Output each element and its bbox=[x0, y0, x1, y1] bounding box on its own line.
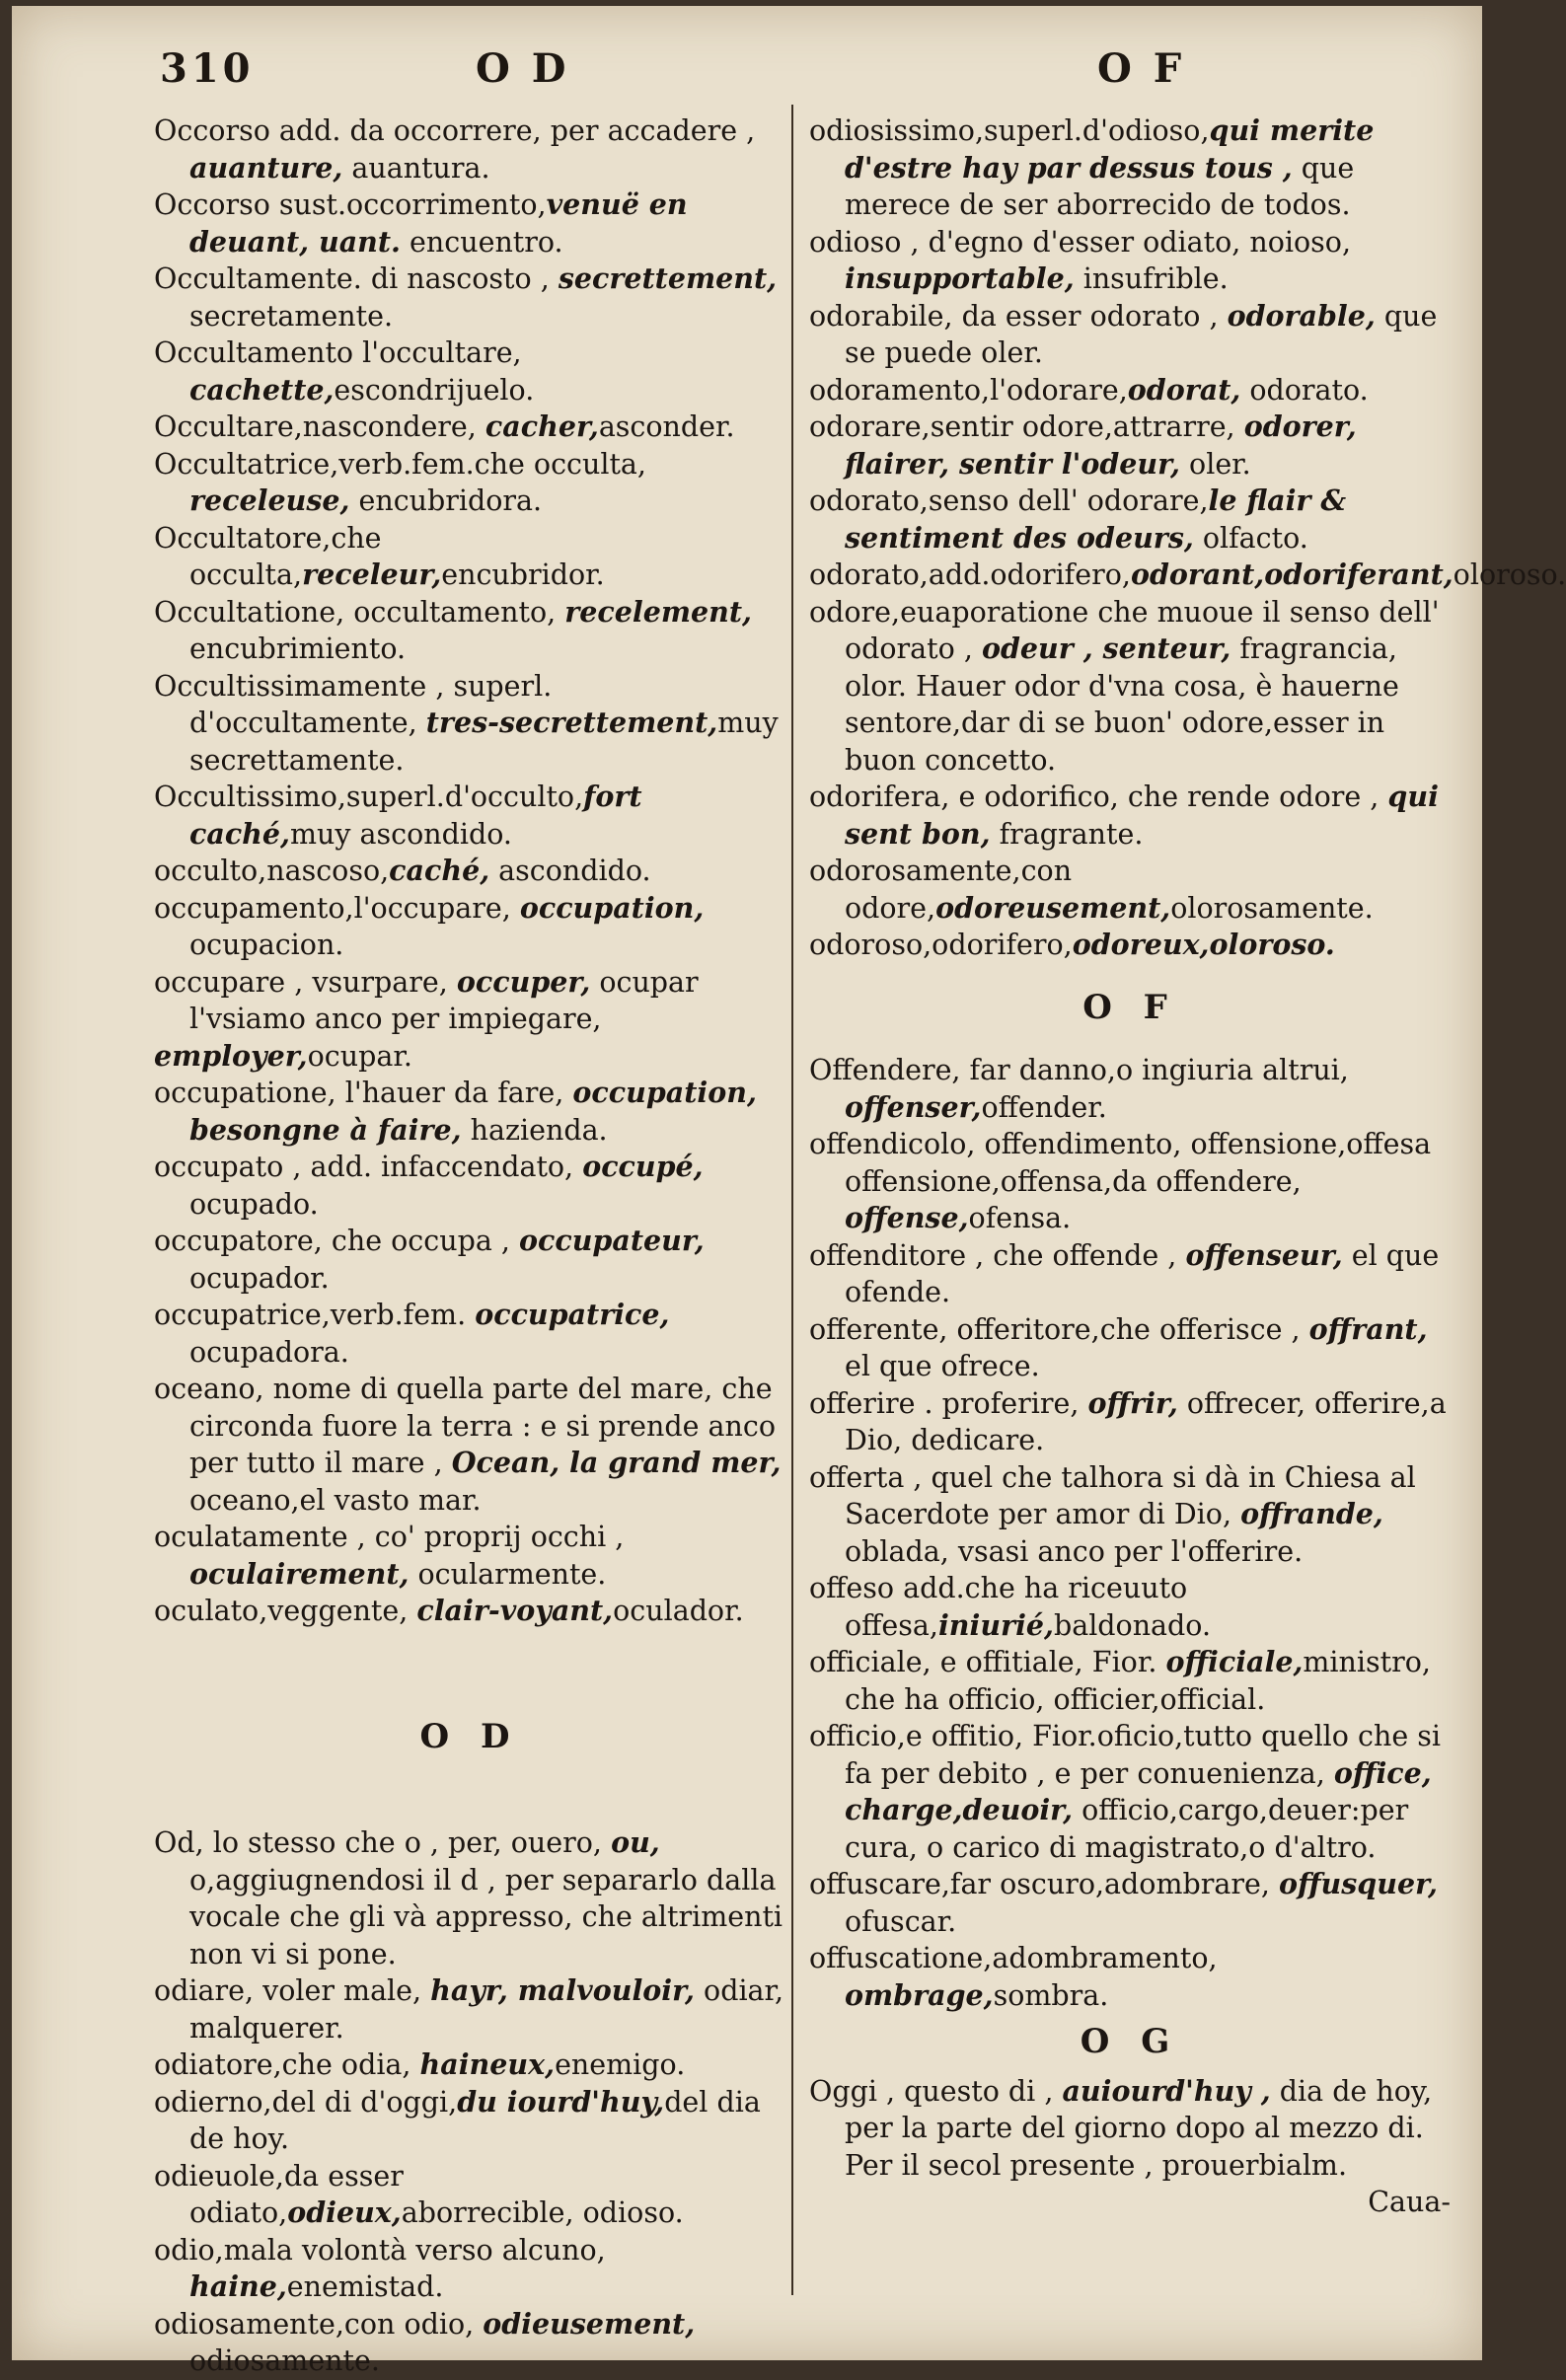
entry-tail: odiosamente. bbox=[189, 2344, 380, 2377]
french-gloss: ombrage, bbox=[845, 1977, 994, 2012]
dictionary-entry bbox=[809, 1570, 1451, 1644]
entry-head: odieuole,da esser odiato, bbox=[154, 2159, 404, 2229]
section-heading-og: O G bbox=[1080, 2022, 1180, 2061]
dictionary-entry bbox=[809, 594, 1451, 780]
entry-head: Occorso sust.occorrimento, bbox=[154, 188, 547, 221]
catchword: Caua- bbox=[1368, 2186, 1451, 2218]
entry-tail: enemistad. bbox=[286, 2270, 444, 2303]
dictionary-entry bbox=[154, 2158, 785, 2232]
dictionary-entry bbox=[154, 409, 785, 446]
dictionary-entry bbox=[154, 1075, 785, 1149]
entry-head: Occultatore,che occulta, bbox=[154, 521, 382, 591]
french-gloss: qui merite d'estre hay par dessus tous , bbox=[845, 113, 1375, 185]
dictionary-entry bbox=[154, 1297, 785, 1371]
french-gloss: occupation, besongne à faire, bbox=[189, 1076, 757, 1147]
entry-tail: ministro, che ha officio, officier,official. bbox=[845, 1646, 1431, 1716]
entry-tail: ocupacion. bbox=[189, 929, 344, 961]
dictionary-entry bbox=[154, 1371, 785, 1519]
dictionary-entry bbox=[809, 409, 1451, 483]
entry-tail: oloroso. bbox=[1453, 558, 1566, 591]
dictionary-entry bbox=[809, 1385, 1451, 1459]
entry-tail: asconder. bbox=[598, 410, 735, 443]
dictionary-entry bbox=[809, 224, 1451, 298]
dictionary-entry bbox=[154, 186, 785, 260]
entry-tail: aborrecible, odioso. bbox=[401, 2196, 684, 2229]
entry-tail: olfacto. bbox=[1193, 521, 1308, 555]
entry-head: odorato,add.odorifero, bbox=[809, 558, 1131, 591]
dictionary-entry bbox=[809, 1126, 1451, 1237]
french-gloss: clair-voyant, bbox=[416, 1594, 614, 1627]
dictionary-entry bbox=[809, 1718, 1451, 1866]
french-gloss: employer, bbox=[154, 1038, 308, 1073]
french-gloss: offrant, bbox=[1308, 1311, 1428, 1346]
dictionary-entry bbox=[809, 1052, 1451, 1126]
french-gloss: occupateur, bbox=[519, 1224, 705, 1257]
dictionary-entry bbox=[154, 446, 785, 520]
entry-head: oculato,veggente, bbox=[154, 1595, 417, 1627]
entry-head: occupatore, che occupa , bbox=[154, 1225, 519, 1257]
dictionary-entry bbox=[154, 853, 785, 890]
entry-tail: odorato. bbox=[1240, 373, 1369, 407]
french-gloss: receleuse, bbox=[189, 483, 350, 517]
french-gloss: ou, bbox=[611, 1825, 660, 1859]
french-gloss: offenser, bbox=[845, 1089, 982, 1124]
entry-tail: que se puede oler. bbox=[845, 299, 1438, 369]
entry-head: Offendere, far danno,o ingiuria altrui, bbox=[809, 1054, 1349, 1086]
entry-tail: encubridora. bbox=[349, 484, 543, 517]
entry-head: Occultamento l'occultare, bbox=[154, 336, 522, 369]
page-number: 310 bbox=[160, 45, 255, 92]
right-column bbox=[809, 112, 1566, 2221]
entry-head: oculatamente , co' proprij occhi , bbox=[154, 1521, 625, 1553]
french-gloss: offenseur, bbox=[1185, 1237, 1343, 1272]
dictionary-entry bbox=[809, 779, 1451, 853]
french-gloss: occuper, bbox=[456, 964, 591, 999]
entry-head: odiosissimo,superl.d'odioso, bbox=[809, 114, 1210, 147]
entry-tail: enemigo. bbox=[555, 2048, 686, 2081]
french-gloss: odoreux,oloroso. bbox=[1072, 928, 1335, 961]
dictionary-entry bbox=[154, 1972, 785, 2046]
french-gloss: Ocean, la grand mer, bbox=[451, 1446, 782, 1479]
entry-tail: sombra. bbox=[993, 1978, 1109, 2012]
french-gloss: le flair & sentiment des odeurs, bbox=[845, 483, 1347, 555]
french-gloss: fort caché, bbox=[189, 780, 642, 851]
entry-tail: encubrimiento. bbox=[189, 632, 407, 665]
french-gloss: odorable, bbox=[1227, 298, 1376, 333]
entry-head: occupamento,l'occupare, bbox=[154, 891, 520, 925]
entry-head: Occultissimamente , superl. d'occultamente, bbox=[154, 669, 553, 739]
right-entries-od bbox=[809, 112, 1566, 964]
dictionary-entry bbox=[154, 1038, 785, 1076]
right-entries-og bbox=[809, 2073, 1451, 2185]
french-gloss: odieusement, bbox=[483, 2306, 696, 2341]
dictionary-entry bbox=[809, 1459, 1451, 1571]
dictionary-entry bbox=[154, 2232, 785, 2306]
entry-tail: o,aggiugnendosi il d , per separarlo dalla vocale che gli và appresso, che altrimenti non vi si pone. bbox=[189, 1863, 783, 1971]
entry-head: Occultatrice,verb.fem.che occulta, bbox=[154, 447, 646, 481]
entry-tail: encuentro. bbox=[400, 225, 563, 259]
dictionary-entry bbox=[154, 1223, 785, 1297]
french-gloss: offusquer, bbox=[1278, 1867, 1438, 1900]
dictionary-entry bbox=[154, 2306, 785, 2380]
entry-head: occulto,nascoso, bbox=[154, 855, 390, 887]
dictionary-entry bbox=[154, 260, 785, 335]
entry-tail: insufrible. bbox=[1074, 262, 1229, 295]
entry-head: offerire . proferire, bbox=[809, 1386, 1088, 1420]
french-gloss: secrettement, bbox=[558, 261, 778, 295]
entry-tail: oler. bbox=[1179, 447, 1251, 481]
french-gloss: cacher, bbox=[485, 409, 599, 443]
entry-tail: muy ascondido. bbox=[289, 817, 512, 851]
right-entries-of bbox=[809, 1052, 1451, 2014]
entry-head: officio,e offitio, Fior.oficio,tutto quello che si fa per debito , e per conuenienza, bbox=[809, 1720, 1441, 1790]
dictionary-entry bbox=[809, 1644, 1451, 1718]
entry-head: odorato,senso dell' odorare, bbox=[809, 484, 1209, 517]
dictionary-entry bbox=[154, 890, 785, 964]
entry-tail: que merece de ser aborrecido de todos. bbox=[845, 151, 1355, 221]
entry-head: odioso , d'egno d'esser odiato, noioso, bbox=[809, 225, 1352, 259]
dictionary-entry bbox=[809, 298, 1451, 372]
french-gloss: haineux, bbox=[419, 2047, 556, 2081]
entry-tail: oculador. bbox=[613, 1595, 744, 1627]
entry-tail: baldonado. bbox=[1053, 1608, 1212, 1642]
entry-head: odierno,del di d'oggi, bbox=[154, 2085, 458, 2119]
entry-tail: encubridor. bbox=[441, 558, 605, 591]
dictionary-entry bbox=[154, 1519, 785, 1593]
french-gloss: odorer, flairer, sentir l'odeur, bbox=[845, 409, 1357, 481]
left-running-head: O D bbox=[476, 45, 570, 92]
entry-tail: ocupador. bbox=[189, 1261, 330, 1295]
dictionary-entry bbox=[809, 1237, 1451, 1311]
dictionary-entry bbox=[154, 112, 785, 186]
french-gloss: odorat, bbox=[1127, 372, 1241, 407]
entry-head: Occultamente. di nascosto , bbox=[154, 262, 559, 295]
dictionary-entry bbox=[809, 557, 1566, 594]
book-page bbox=[12, 6, 1566, 2377]
entry-tail: ofensa. bbox=[968, 1202, 1072, 1234]
entry-head: odorifera, e odorifico, che rende odore , bbox=[809, 781, 1388, 813]
left-entries-occ bbox=[154, 112, 785, 1630]
entry-head: occupare , vsurpare, bbox=[154, 965, 457, 999]
entry-head: Occultare,nascondere, bbox=[154, 410, 485, 443]
french-gloss: odieux, bbox=[287, 2195, 402, 2229]
french-gloss: auanture, bbox=[189, 150, 343, 185]
french-gloss: venuë en deuant, uant. bbox=[189, 187, 688, 259]
entry-head: Occorso add. da occorrere, per accadere , bbox=[154, 114, 756, 147]
entry-head: odiatore,che odia, bbox=[154, 2048, 420, 2081]
french-gloss: haine, bbox=[189, 2269, 287, 2303]
entry-tail: odiar, malquerer. bbox=[189, 1974, 784, 2045]
entry-tail: offrecer, offerire,a Dio, dedicare. bbox=[845, 1386, 1447, 1456]
entry-tail: fragrancia, olor. Hauer odor d'vna cosa, è hauerne sentore,dar di se buon' odore,esser in buon concetto. bbox=[845, 632, 1399, 777]
dictionary-entry bbox=[154, 779, 785, 853]
dictionary-entry bbox=[809, 483, 1451, 557]
french-gloss: offense, bbox=[845, 1201, 969, 1234]
entry-tail: muy secrettamente. bbox=[189, 707, 779, 777]
entry-head: odorare,sentir odore,attrarre, bbox=[809, 410, 1244, 443]
dictionary-entry bbox=[154, 668, 785, 780]
entry-tail: dia de hoy, per la parte del giorno dopo al mezzo di. Per il secol presente , prouerbialm. bbox=[845, 2074, 1433, 2182]
entry-head: officiale, e offitiale, Fior. bbox=[809, 1646, 1166, 1678]
entry-head: occupatione, l'hauer da fare, bbox=[154, 1077, 573, 1109]
french-gloss: receleur, bbox=[302, 558, 442, 591]
entry-tail: oceano,el vasto mar. bbox=[189, 1483, 482, 1517]
entry-tail: officio,cargo,deuer:per cura, o carico di magistrato,o d'altro. bbox=[845, 1794, 1409, 1864]
entry-tail: el que ofrece. bbox=[845, 1350, 1040, 1382]
entry-tail: ocupar. bbox=[307, 1039, 412, 1073]
entry-tail: ocularmente. bbox=[409, 1557, 607, 1591]
french-gloss: occupé, bbox=[582, 1150, 704, 1183]
entry-head: odorosamente,con odore, bbox=[809, 855, 1073, 925]
dictionary-entry bbox=[809, 2073, 1451, 2185]
column-rule bbox=[791, 105, 793, 2295]
entry-head: offuscatione,adombramento, bbox=[809, 1942, 1218, 1974]
french-gloss: du iourd'huy, bbox=[457, 2084, 665, 2119]
french-gloss: offrande, bbox=[1240, 1497, 1383, 1530]
entry-head: odoramento,l'odorare, bbox=[809, 373, 1128, 407]
entry-tail: hazienda. bbox=[461, 1113, 608, 1147]
french-gloss: occupatrice, bbox=[475, 1298, 670, 1331]
entry-head: occupato , add. infaccendato, bbox=[154, 1151, 583, 1183]
french-gloss: offrir, bbox=[1087, 1385, 1178, 1420]
french-gloss: officiale, bbox=[1165, 1645, 1304, 1678]
entry-head: Occultatione, occultamento, bbox=[154, 595, 565, 629]
right-running-head: O F bbox=[1097, 45, 1186, 92]
french-gloss: recelement, bbox=[564, 594, 752, 629]
french-gloss: odeur , senteur, bbox=[981, 632, 1231, 665]
entry-head: odio,mala volontà verso alcuno, bbox=[154, 2233, 606, 2267]
french-gloss: auiourd'huy , bbox=[1062, 2073, 1271, 2108]
left-entries-od bbox=[154, 1824, 785, 2380]
dictionary-entry bbox=[154, 964, 785, 1038]
left-column bbox=[154, 112, 785, 2380]
entry-head: offeso add.che ha riceuuto offesa, bbox=[809, 1572, 1188, 1642]
dictionary-entry bbox=[154, 2046, 785, 2084]
dictionary-entry bbox=[809, 927, 1451, 964]
french-gloss: tres-secrettement, bbox=[425, 706, 718, 739]
french-gloss: caché, bbox=[389, 854, 490, 887]
entry-head: offerta , quel che talhora si dà in Chiesa al Sacerdote per amor di Dio, bbox=[809, 1460, 1416, 1530]
entry-head: odoroso,odorifero, bbox=[809, 929, 1073, 961]
entry-head: odiare, voler male, bbox=[154, 1974, 431, 2007]
dictionary-entry bbox=[154, 1149, 785, 1223]
entry-tail: secretamente. bbox=[189, 299, 394, 333]
entry-head: offuscare,far oscuro,adombrare, bbox=[809, 1868, 1279, 1900]
entry-tail: el que ofende. bbox=[845, 1238, 1440, 1308]
section-heading-of: O F bbox=[1082, 987, 1177, 1027]
dictionary-entry bbox=[809, 1940, 1451, 2014]
entry-head: offendicolo, offendimento, offensione,offesa offensione,offensa,da offendere, bbox=[809, 1128, 1432, 1198]
dictionary-entry bbox=[154, 1824, 785, 1972]
french-gloss: cachette, bbox=[189, 372, 335, 407]
french-gloss: qui sent bon, bbox=[845, 780, 1439, 851]
entry-tail: offender. bbox=[981, 1090, 1107, 1124]
entry-tail: del dia de hoy. bbox=[189, 2085, 761, 2155]
entry-head: Od, lo stesso che o , per, ouero, bbox=[154, 1826, 612, 1859]
dictionary-entry bbox=[809, 853, 1451, 927]
entry-tail: ofuscar. bbox=[845, 1904, 957, 1938]
french-gloss: office, charge,deuoir, bbox=[845, 1755, 1432, 1826]
entry-tail: oblada, vsasi anco per l'offerire. bbox=[845, 1534, 1304, 1568]
entry-tail: ocupar l'vsiamo anco per impiegare, bbox=[189, 965, 699, 1035]
entry-head: oceano, nome di quella parte del mare, che circonda fuore la terra : e si prende anco per tutto il mare , bbox=[154, 1373, 776, 1479]
entry-head: Oggi , questo di , bbox=[809, 2074, 1063, 2108]
french-gloss: odoreusement, bbox=[935, 890, 1171, 925]
entry-head: occupatrice,verb.fem. bbox=[154, 1299, 476, 1331]
entry-tail: ascondido. bbox=[489, 855, 651, 887]
entry-head: odore,euaporatione che muoue il senso dell' odorato , bbox=[809, 595, 1440, 665]
entry-tail: ocupadora. bbox=[189, 1335, 349, 1369]
french-gloss: insupportable, bbox=[845, 261, 1075, 295]
dictionary-entry bbox=[154, 335, 785, 409]
dictionary-entry bbox=[154, 1593, 785, 1630]
entry-head: odorabile, da esser odorato , bbox=[809, 299, 1228, 333]
entry-tail: escondrijuelo. bbox=[334, 373, 535, 407]
entry-tail: ocupado. bbox=[189, 1187, 319, 1221]
dictionary-entry bbox=[809, 372, 1451, 409]
dictionary-entry bbox=[809, 112, 1451, 224]
dictionary-entry bbox=[154, 2084, 785, 2158]
entry-head: odiosamente,con odio, bbox=[154, 2307, 484, 2341]
entry-head: offerente, offeritore,che offerisce , bbox=[809, 1312, 1309, 1346]
french-gloss: odorant,odoriferant, bbox=[1130, 558, 1454, 591]
dictionary-entry bbox=[154, 594, 785, 668]
french-gloss: hayr, malvouloir, bbox=[430, 1973, 695, 2007]
section-heading-od: O D bbox=[419, 1716, 520, 1756]
french-gloss: occupation, bbox=[519, 890, 705, 925]
dictionary-entry bbox=[154, 520, 785, 594]
entry-tail: fragrante. bbox=[990, 817, 1144, 851]
dictionary-entry bbox=[809, 1866, 1451, 1940]
french-gloss: oculairement, bbox=[189, 1556, 410, 1591]
entry-tail: olorosamente. bbox=[1170, 891, 1374, 925]
entry-tail: auantura. bbox=[342, 151, 490, 185]
entry-head: offenditore , che offende , bbox=[809, 1238, 1186, 1272]
dictionary-entry bbox=[809, 1311, 1451, 1385]
french-gloss: iniurié, bbox=[937, 1607, 1054, 1642]
entry-head: Occultissimo,superl.d'occulto, bbox=[154, 781, 584, 813]
